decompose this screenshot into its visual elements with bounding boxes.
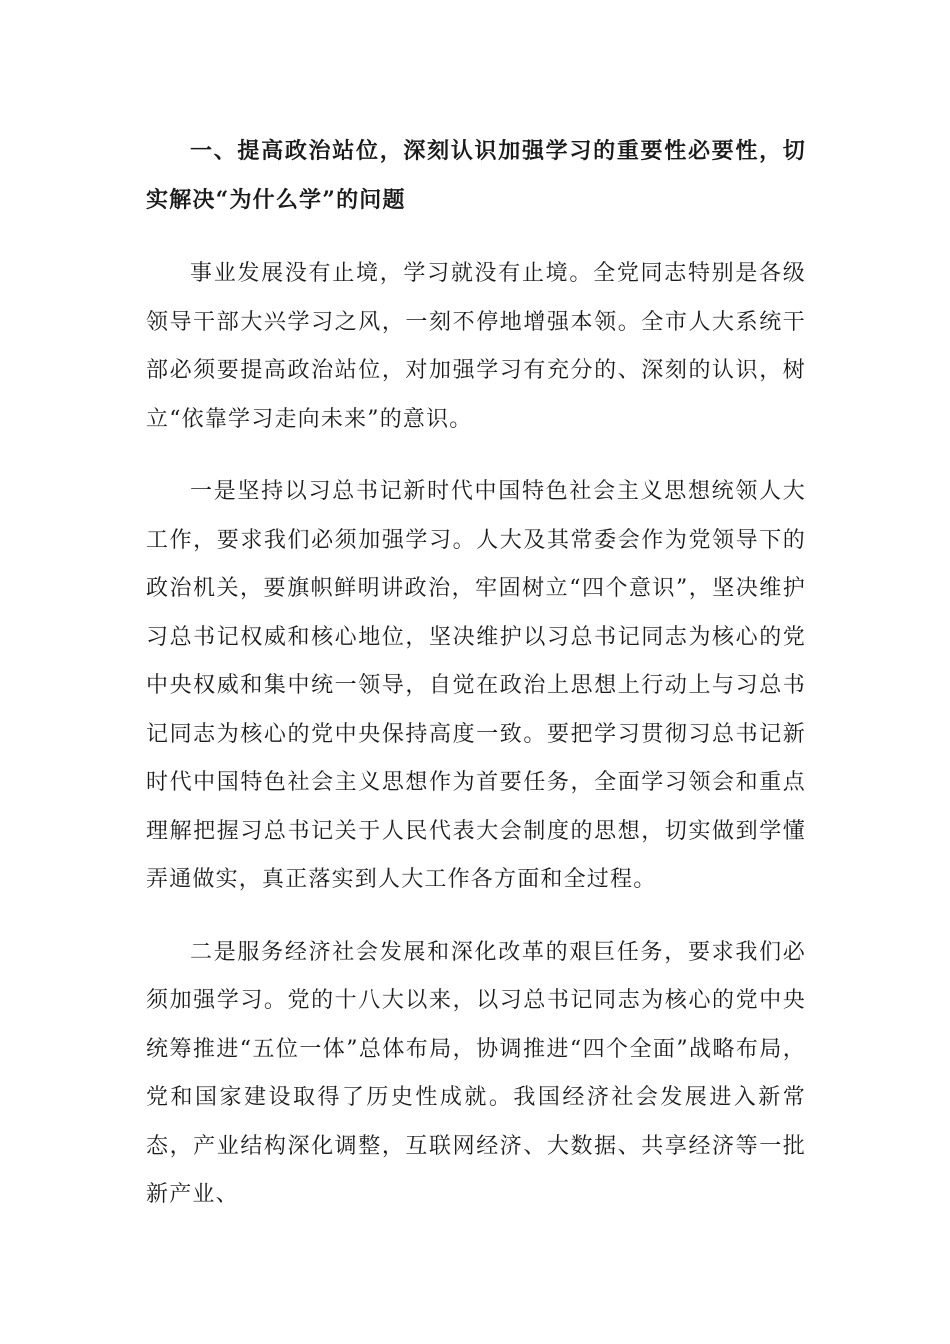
section-heading: 一、提高政治站位，深刻认识加强学习的重要性必要性，切实解决“为什么学”的问题 bbox=[146, 138, 806, 213]
document-body bbox=[146, 127, 806, 1220]
paragraph-point-two: 二是服务经济社会发展和深化改革的艰巨任务，要求我们必须加强学习。党的十八大以来，以习总书记同志为核心的党中央统筹推进“五位一体”总体布局，协调推进“四个全面”战略布局，党和国家建设取得了历史性成就。我国经济社会发展进入新常态，产业结构深化调整，互联网经济、大数据、共享经济等一批新产业、 bbox=[146, 939, 806, 1207]
paragraph-intro: 事业发展没有止境，学习就没有止境。全党同志特别是各级领导干部大兴学习之风，一刻不停地增强本领。全市人大系统干部必须要提高政治站位，对加强学习有充分的、深刻的认识，树立“依靠学习走向未来”的意识。 bbox=[146, 261, 806, 432]
paragraph-point-one: 一是坚持以习总书记新时代中国特色社会主义思想统领人大工作，要求我们必须加强学习。人大及其常委会作为党领导下的政治机关，要旗帜鲜明讲政治，牢固树立“四个意识”，坚决维护习总书记权威和核心地位，坚决维护以习总书记同志为核心的党中央权威和集中统一领导，自觉在政治上思想上行动上与习总书记同志为核心的党中央保持高度一致。要把学习贯彻习总书记新时代中国特色社会主义思想作为首要任务，全面学习领会和重点理解把握习总书记关于人民代表大会制度的思想，切实做到学懂弄通做实，真正落实到人大工作各方面和全过程。 bbox=[146, 479, 806, 892]
